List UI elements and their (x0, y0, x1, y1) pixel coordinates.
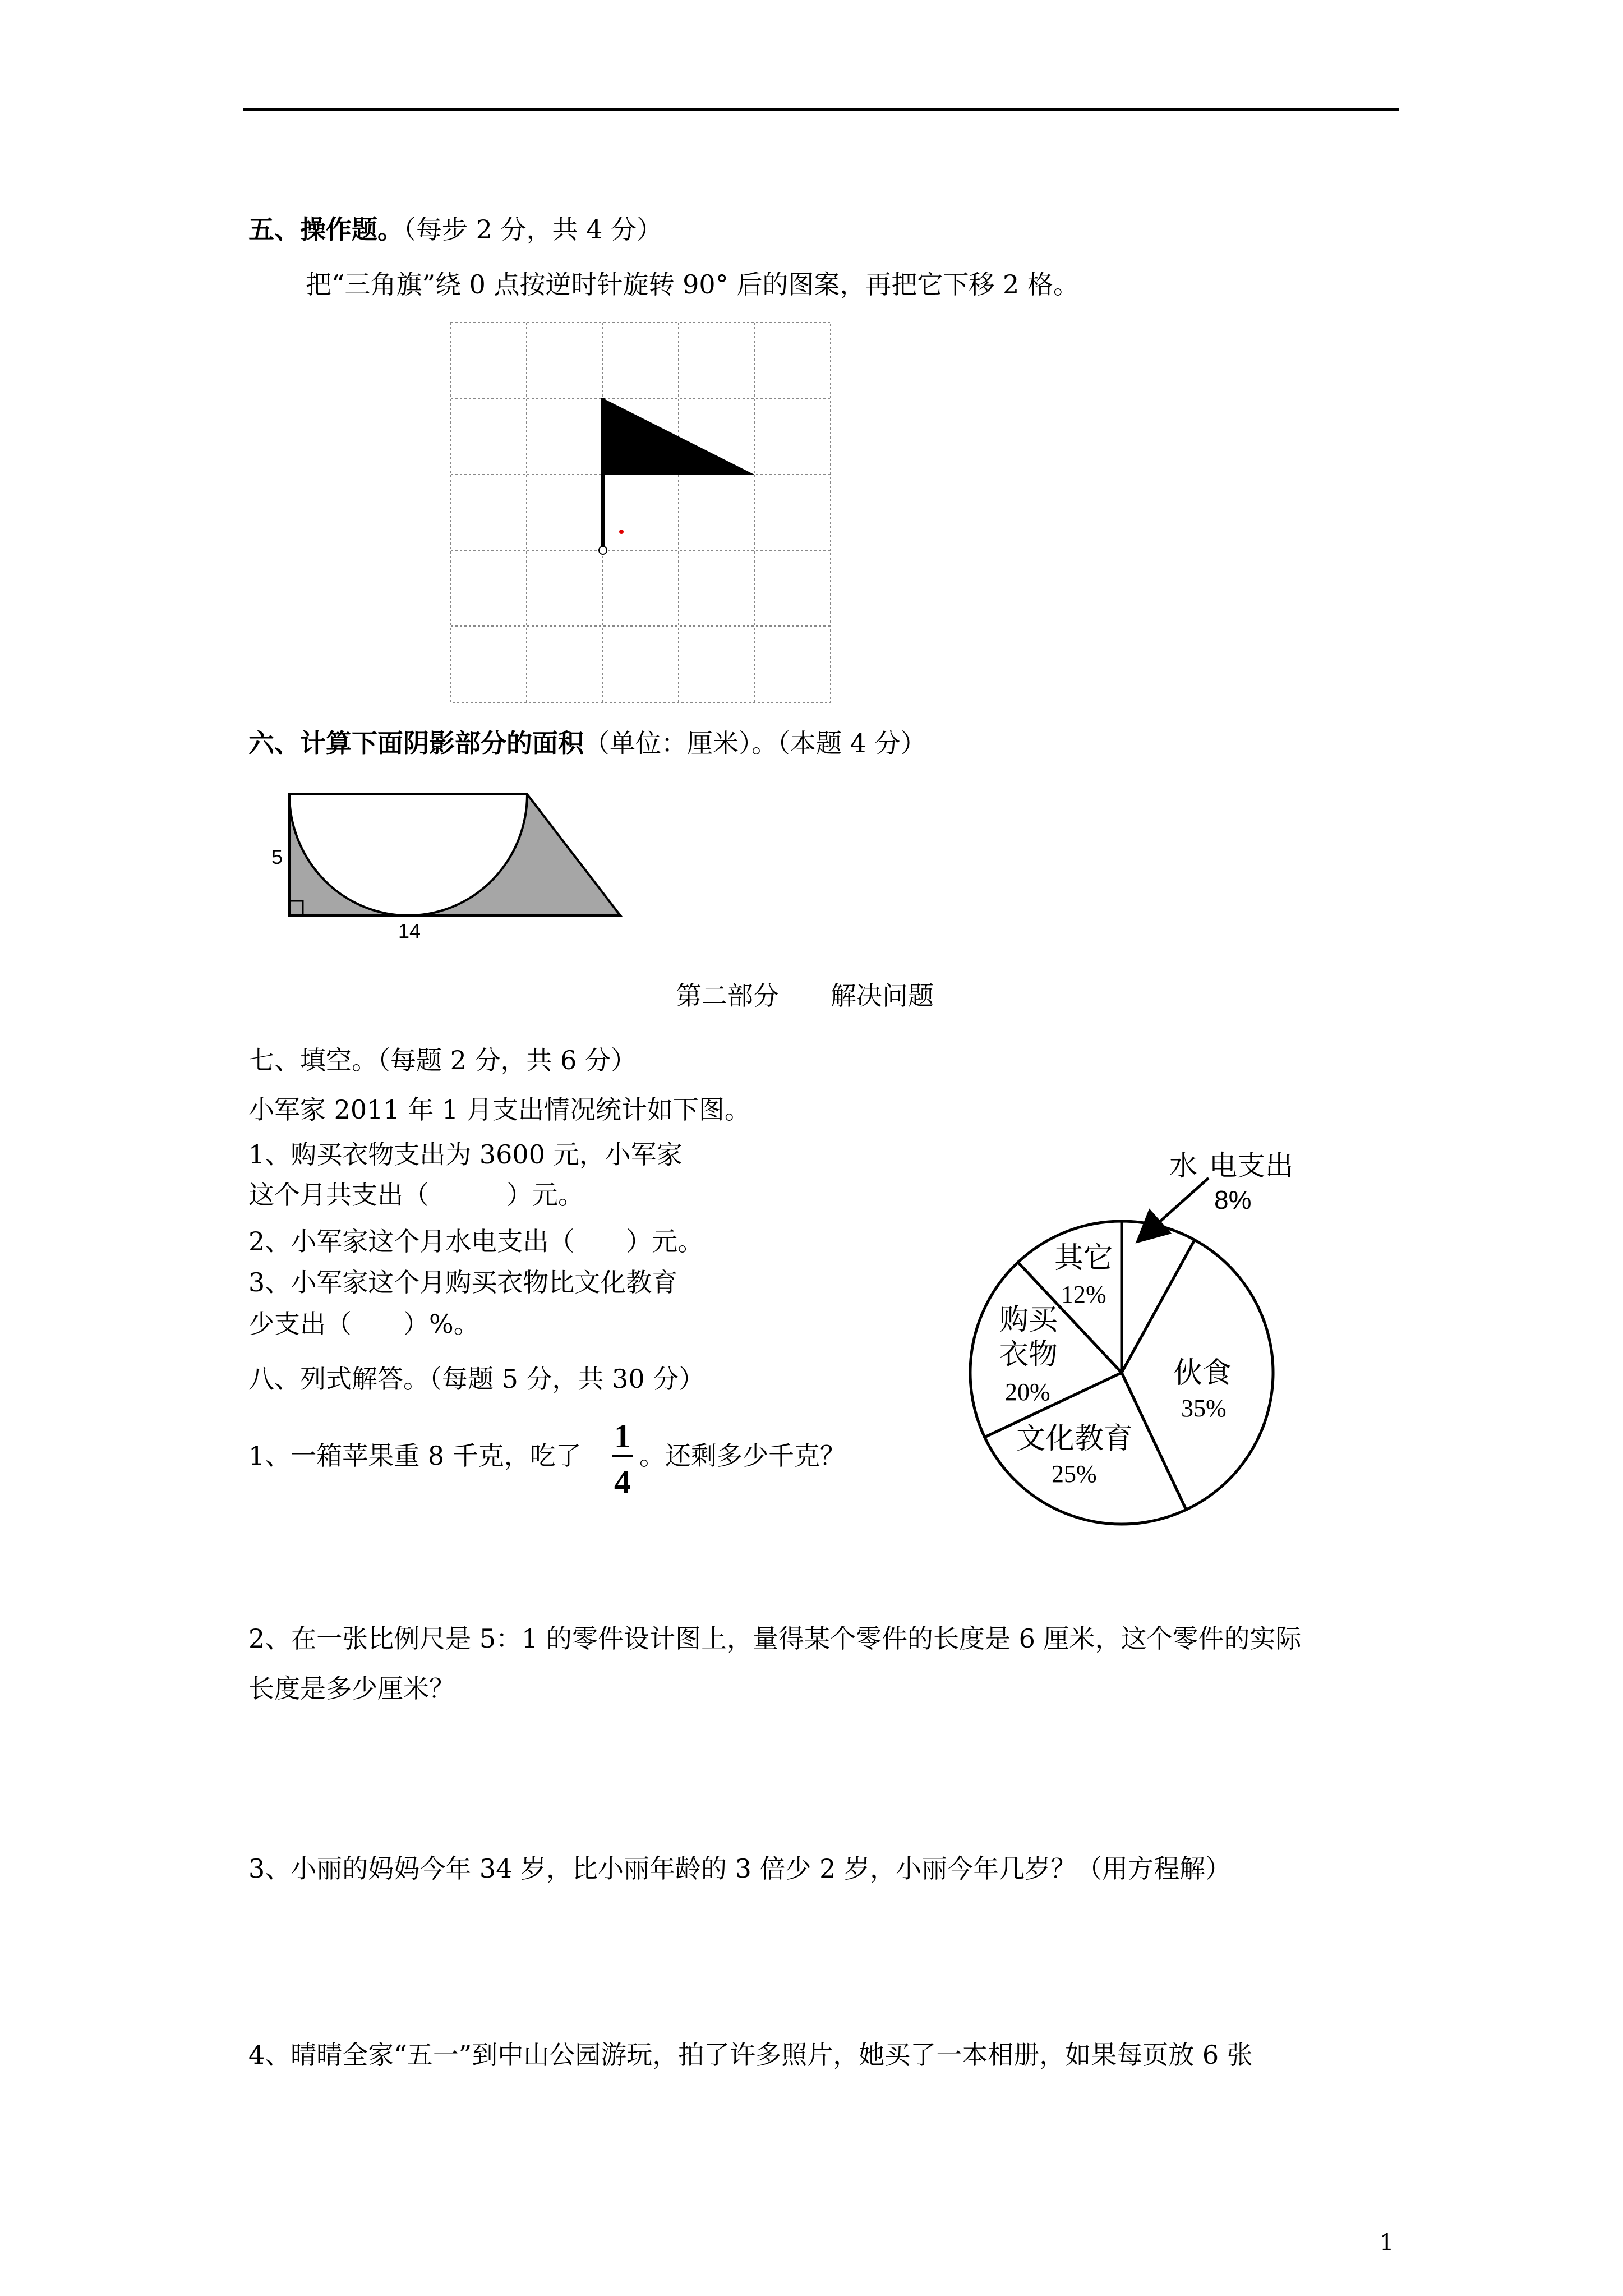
section7-q1-line2: 这个月共支出（ ）元。 (248, 1180, 584, 1210)
section8-q1-before: 1、一箱苹果重 8 千克，吃了 (248, 1441, 582, 1471)
section8-q3: 3、小丽的妈妈今年 34 岁，比小丽年龄的 3 倍少 2 岁，小丽今年几岁？（用方程解） (248, 1853, 1232, 1884)
section7-title: 七、填空。（每题 2 分，共 6 分） (248, 1045, 637, 1075)
section8-q2-line1: 2、在一张比例尺是 5：1 的零件设计图上，量得某个零件的长度是 6 厘米，这个零件的实际 (248, 1623, 1302, 1654)
fraction-denominator: 4 (614, 1464, 631, 1501)
section7-q3-line2: 少支出（ ）%。 (248, 1309, 479, 1339)
section5-instruction: 把“三角旗”绕 0 点按逆时针旋转 90° 后的图案，再把它下移 2 格。 (306, 269, 1079, 300)
section6-score: （单位：厘米）。（本题 4 分） (584, 728, 926, 758)
pivot-point-o (599, 546, 607, 554)
label-food-pct: 35% (1181, 1395, 1227, 1422)
label-clothes-2: 衣物 (999, 1339, 1058, 1371)
label-clothes-pct: 20% (1005, 1378, 1050, 1406)
section7-intro: 小军家 2011 年 1 月支出情况统计如下图。 (248, 1094, 750, 1125)
section8-q2-line2: 长度是多少厘米？ (248, 1673, 455, 1704)
label-water-top: 水 (1169, 1150, 1197, 1181)
rotation-grid (450, 322, 833, 705)
base-label: 14 (398, 919, 421, 942)
label-water-pct: 8% (1214, 1185, 1252, 1214)
page-number: 1 (1380, 2230, 1394, 2256)
expense-pie-chart (953, 1150, 1293, 1548)
section7-q3-line1: 3、小军家这个月购买衣物比文化教育 (248, 1267, 678, 1297)
label-clothes-1: 购买 (999, 1304, 1058, 1336)
label-other: 其它 (1054, 1243, 1113, 1274)
section5-heading (248, 214, 663, 245)
section7-q2: 2、小军家这个月水电支出（ ）元。 (248, 1226, 704, 1257)
section8-q4: 4、晴晴全家“五一”到中山公园游玩，拍了许多照片，她买了一本相册，如果每页放 6 张 (248, 2040, 1253, 2070)
part2-title: 第二部分 解决问题 (676, 981, 934, 1011)
label-edu-pct: 25% (1052, 1460, 1097, 1488)
label-other-pct: 12% (1061, 1281, 1106, 1308)
label-food: 伙食 (1173, 1358, 1232, 1389)
section6-title: 六、计算下面阴影部分的面积 (248, 728, 584, 758)
section7-q1-line1: 1、购买衣物支出为 3600 元，小军家 (248, 1139, 683, 1170)
section5-score: （每步 2 分，共 4 分） (403, 214, 663, 245)
fraction-bar (612, 1455, 633, 1457)
section8-title: 八、列式解答。（每题 5 分，共 30 分） (248, 1364, 705, 1394)
shaded-area-figure (271, 791, 623, 942)
height-label: 5 (271, 845, 283, 868)
label-water-rest: 电支出 (1209, 1150, 1293, 1181)
section6-heading (248, 730, 926, 756)
header-rule (243, 108, 1399, 111)
fraction-numerator: 1 (614, 1418, 631, 1455)
label-edu: 文化教育 (1016, 1423, 1133, 1455)
section8-q1-after: 。还剩多少千克？ (639, 1441, 846, 1471)
red-dot (619, 530, 624, 534)
section5-title: 五、操作题。 (248, 214, 403, 245)
